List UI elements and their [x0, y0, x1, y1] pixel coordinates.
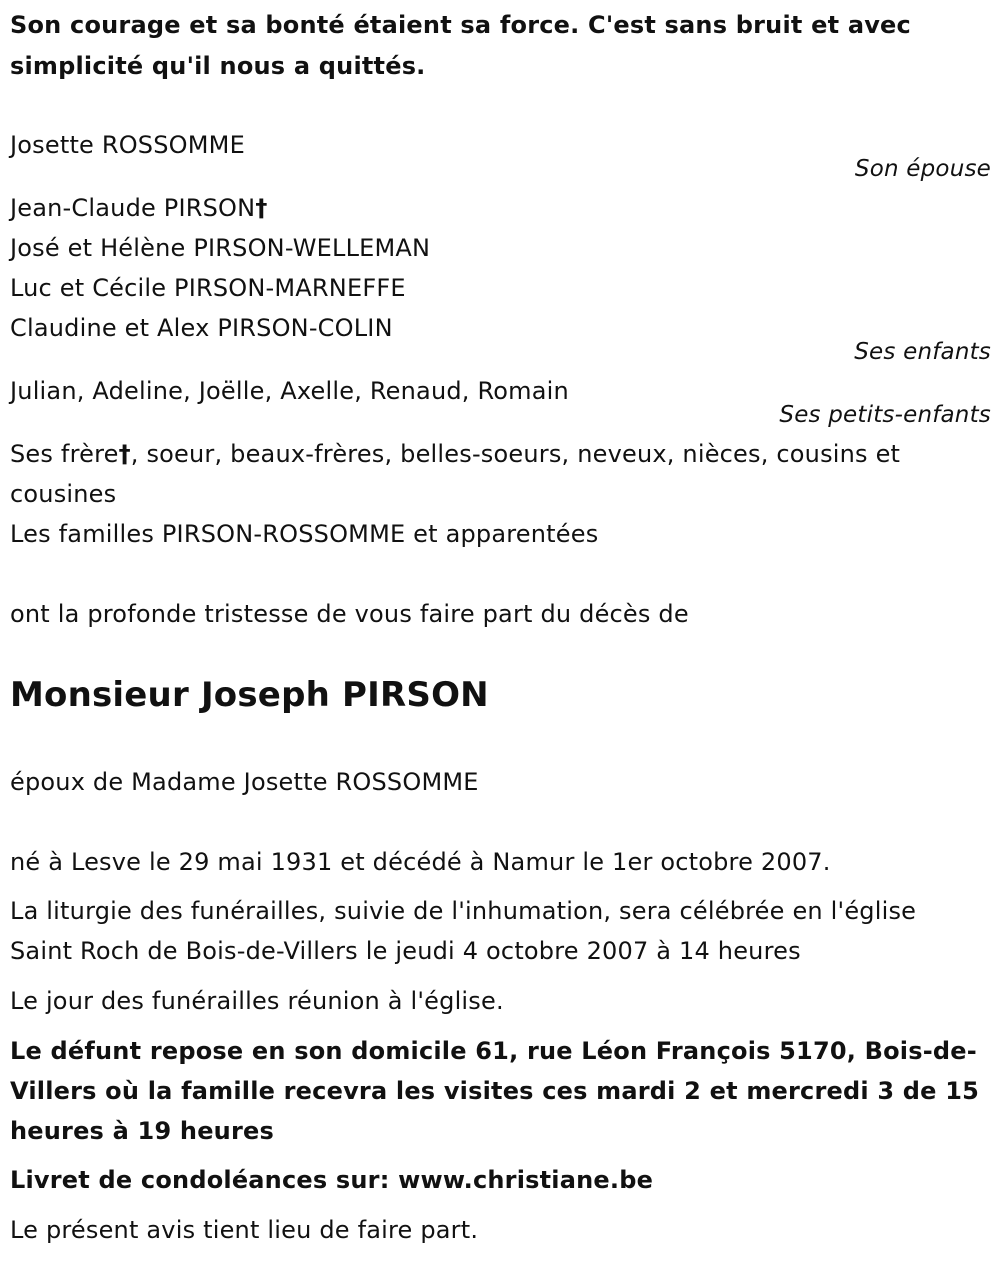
spouse-name: Josette ROSSOMME	[10, 131, 245, 159]
child-4: Claudine et Alex PIRSON-COLIN	[10, 314, 393, 342]
liturgy: La liturgie des funérailles, suivie de l'inhumation, sera célébrée en l'église Saint Roch de Bois-de-Villers le jeudi 4 octobre 2007 à 14 heures	[10, 897, 917, 965]
extended-family-part1: Ses frère	[10, 440, 119, 468]
announcement: ont la profonde tristesse de vous faire part du décès de	[10, 600, 689, 628]
meeting: Le jour des funérailles réunion à l'église.	[10, 987, 504, 1015]
repose: Le défunt repose en son domicile 61, rue Léon François 5170, Bois-de-Villers où la famille recevra les visites ces mardi 2 et mercredi 3 de 15 heures à 19 heures	[10, 1037, 980, 1145]
child-2: José et Hélène PIRSON-WELLEMAN	[10, 234, 431, 262]
spouse-role: Son épouse	[854, 156, 991, 182]
birth-death: né à Lesve le 29 mai 1931 et décédé à Namur le 1er octobre 2007.	[10, 848, 831, 876]
spouse-of: époux de Madame Josette ROSSOMME	[10, 768, 479, 796]
notice: Le présent avis tient lieu de faire part.	[10, 1216, 479, 1244]
families: Les familles PIRSON-ROSSOMME et apparentées	[10, 520, 599, 548]
grandchildren-names: Julian, Adeline, Joëlle, Axelle, Renaud, Romain	[10, 377, 569, 405]
child-1	[10, 188, 268, 228]
cross-icon: †	[118, 440, 131, 468]
intro-quote: Son courage et sa bonté étaient sa force. C'est sans bruit et avec simplicité qu'il nous a quittés.	[10, 11, 911, 80]
children-role: Ses enfants	[854, 339, 991, 365]
grandchildren-role: Ses petits-enfants	[779, 402, 991, 428]
extended-family	[10, 434, 985, 514]
cross-icon: †	[255, 194, 268, 222]
child-1-name: Jean-Claude PIRSON	[10, 194, 256, 222]
deceased-name: Monsieur Joseph PIRSON	[10, 675, 489, 715]
child-3: Luc et Cécile PIRSON-MARNEFFE	[10, 274, 406, 302]
condolences: Livret de condoléances sur: www.christiane.be	[10, 1166, 654, 1194]
extended-family-part2: , soeur, beaux-frères, belles-soeurs, neveux, nièces, cousins et cousines	[10, 440, 901, 508]
